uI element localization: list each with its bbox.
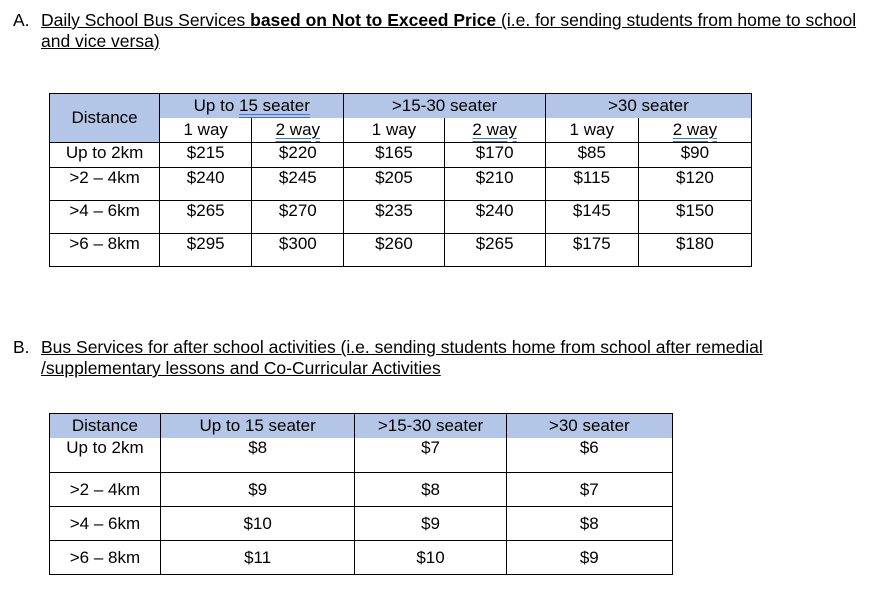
subheader-2-way bbox=[444, 118, 545, 143]
after-school-bus-price-table bbox=[49, 413, 673, 575]
group-header-15-30: >15-30 seater bbox=[344, 94, 545, 119]
price-cell: $295 bbox=[160, 234, 252, 267]
header-over-30: >30 seater bbox=[506, 414, 672, 439]
section-a-title-bold: based on Not to Exceed Price bbox=[250, 10, 497, 30]
distance-cell: >4 – 6km bbox=[50, 507, 161, 541]
price-cell: $265 bbox=[444, 234, 545, 267]
header-up-to-15: Up to 15 seater bbox=[160, 414, 355, 439]
distance-cell: Up to 2km bbox=[50, 143, 160, 168]
price-cell: $300 bbox=[252, 234, 344, 267]
subheader-2-way-text: 2 way bbox=[275, 120, 321, 139]
section-a-letter: A. bbox=[13, 10, 30, 30]
table-row bbox=[50, 201, 752, 234]
price-cell: $7 bbox=[355, 438, 506, 473]
distance-cell: >4 – 6km bbox=[50, 201, 160, 234]
subheader-1-way: 1 way bbox=[545, 118, 638, 143]
table-row bbox=[50, 234, 752, 267]
price-cell: $180 bbox=[638, 234, 751, 267]
table-row bbox=[50, 168, 752, 201]
distance-cell: Up to 2km bbox=[50, 438, 161, 473]
group-header-up-to-15 bbox=[160, 94, 344, 119]
price-cell: $9 bbox=[506, 541, 672, 575]
price-cell: $145 bbox=[545, 201, 638, 234]
header-15-30: >15-30 seater bbox=[355, 414, 506, 439]
subheader-2-way bbox=[638, 118, 751, 143]
price-cell: $220 bbox=[252, 143, 344, 168]
price-cell: $175 bbox=[545, 234, 638, 267]
price-cell: $215 bbox=[160, 143, 252, 168]
distance-cell: >6 – 8km bbox=[50, 541, 161, 575]
group-header-up-to-15-suffix: 15 seater bbox=[239, 96, 310, 115]
table-row bbox=[50, 507, 673, 541]
price-cell: $11 bbox=[160, 541, 355, 575]
price-cell: $240 bbox=[160, 168, 252, 201]
distance-header: Distance bbox=[50, 94, 160, 143]
group-header-up-to-15-prefix: Up to bbox=[193, 96, 240, 115]
distance-header: Distance bbox=[50, 414, 161, 439]
subheader-1-way: 1 way bbox=[344, 118, 444, 143]
price-cell: $270 bbox=[252, 201, 344, 234]
price-cell: $7 bbox=[506, 473, 672, 507]
price-cell: $85 bbox=[545, 143, 638, 168]
subheader-2-way bbox=[252, 118, 344, 143]
price-cell: $115 bbox=[545, 168, 638, 201]
distance-cell: >2 – 4km bbox=[50, 473, 161, 507]
section-b-letter: B. bbox=[13, 337, 30, 357]
daily-bus-price-table bbox=[49, 93, 752, 267]
price-cell: $90 bbox=[638, 143, 751, 168]
subheader-1-way: 1 way bbox=[160, 118, 252, 143]
table-row bbox=[50, 438, 673, 473]
price-cell: $210 bbox=[444, 168, 545, 201]
section-a-title bbox=[41, 10, 861, 52]
price-cell: $9 bbox=[355, 507, 506, 541]
price-cell: $8 bbox=[506, 507, 672, 541]
price-cell: $260 bbox=[344, 234, 444, 267]
price-cell: $170 bbox=[444, 143, 545, 168]
price-cell: $245 bbox=[252, 168, 344, 201]
price-cell: $6 bbox=[506, 438, 672, 473]
group-header-over-30: >30 seater bbox=[545, 94, 751, 119]
price-cell: $265 bbox=[160, 201, 252, 234]
price-cell: $150 bbox=[638, 201, 751, 234]
table-row bbox=[50, 143, 752, 168]
distance-cell: >2 – 4km bbox=[50, 168, 160, 201]
price-cell: $235 bbox=[344, 201, 444, 234]
price-cell: $9 bbox=[160, 473, 355, 507]
subheader-2-way-text: 2 way bbox=[472, 120, 517, 139]
price-cell: $120 bbox=[638, 168, 751, 201]
table-row bbox=[50, 541, 673, 575]
price-cell: $205 bbox=[344, 168, 444, 201]
price-cell: $240 bbox=[444, 201, 545, 234]
price-cell: $10 bbox=[355, 541, 506, 575]
section-b-title: Bus Services for after school activities (i.e. sending students home from school after remedial /supplementary lessons and Co-Curricular Activities bbox=[41, 337, 763, 378]
section-a-title-part2: (i.e. for sending students from home to school and vice versa) bbox=[41, 10, 857, 51]
distance-cell: >6 – 8km bbox=[50, 234, 160, 267]
subheader-2-way-text: 2 way bbox=[672, 120, 718, 139]
section-a-title-part1: Daily School Bus Services bbox=[41, 10, 251, 30]
price-cell: $10 bbox=[160, 507, 355, 541]
table-row bbox=[50, 473, 673, 507]
price-cell: $165 bbox=[344, 143, 444, 168]
price-cell: $8 bbox=[355, 473, 506, 507]
price-cell: $8 bbox=[160, 438, 355, 473]
